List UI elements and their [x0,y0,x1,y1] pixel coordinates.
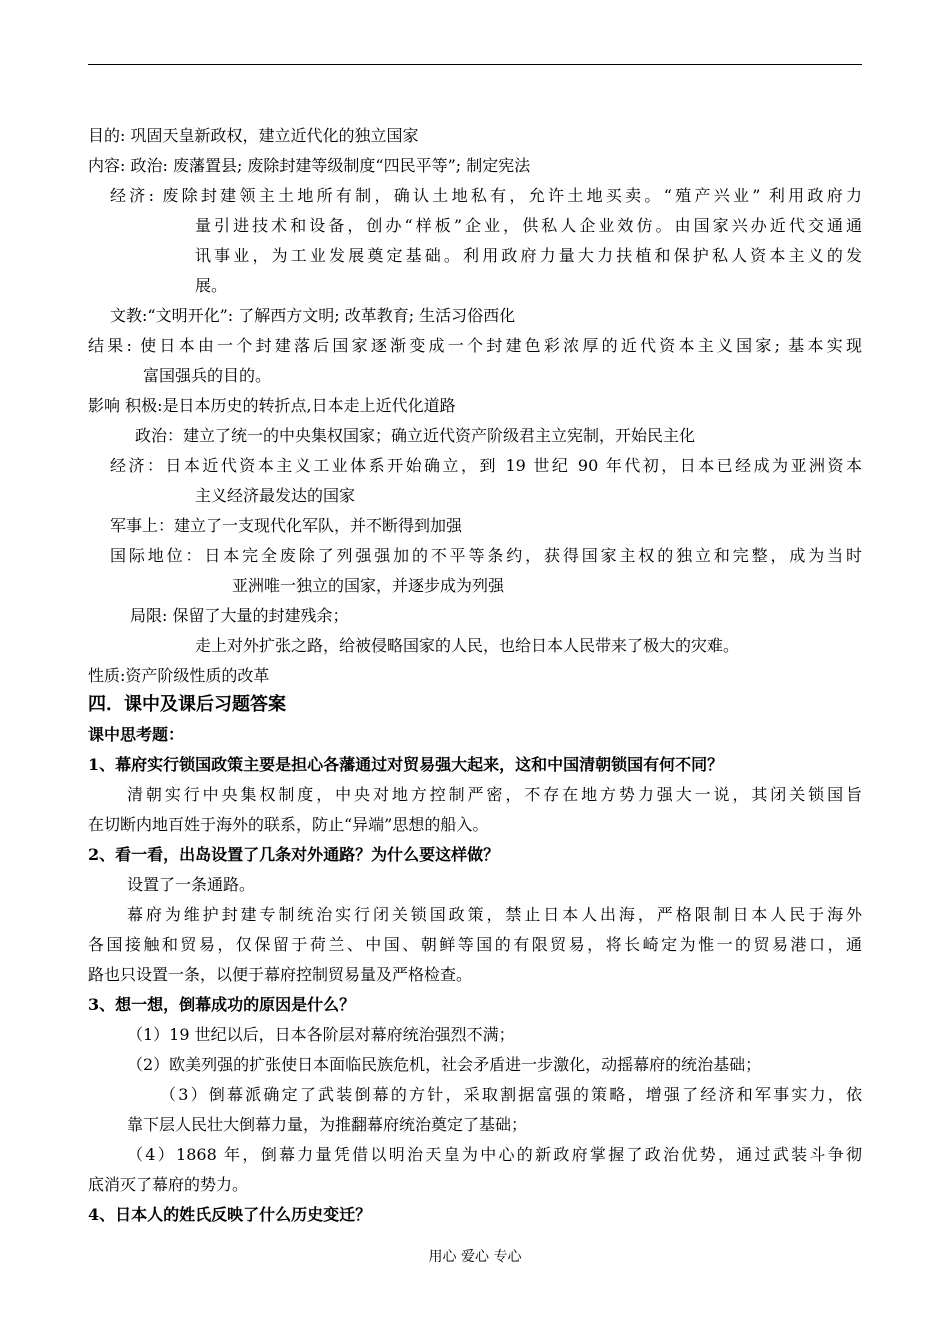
text-line: 主义经济最发达的国家 [195,486,356,505]
text-line: 富国强兵的目的。 [143,366,272,385]
text-line: 军事上：建立了一支现代化军队，并不断得到加强 [110,516,463,535]
question-heading: 2、看一看，出岛设置了几条对外通路？为什么要这样做？ [88,845,500,864]
text-line: 目的: 巩固天皇新政权，建立近代化的独立国家 [88,126,419,145]
text-line: 经济: 废除封建领主土地所有制，确认土地私有，允许土地买卖。“殖产兴业” 利用政府力 [110,186,862,205]
text-line: （1）19 世纪以后，日本各阶层对幕府统治强烈不满； [127,1025,515,1044]
text-line: 底消灭了幕府的势力。 [88,1175,249,1194]
text-line: 路也只设置一条，以便于幕府控制贸易量及严格检查。 [88,965,473,984]
text-line: 走上对外扩张之路，给被侵略国家的人民，也给日本人民带来了极大的灾难。 [195,636,740,655]
subsection-heading: 课中思考题： [88,725,185,744]
text-line: 清朝实行中央集权制度，中央对地方控制严密，不存在地方势力强大一说，其闭关锁国旨 [127,785,862,804]
text-line: 在切断内地百姓于海外的联系，防止“异端”思想的船入。 [88,815,489,834]
page-footer: 用心 爱心 专心 [428,1249,522,1265]
text-line: 文教:“文明开化”: 了解西方文明; 改革教育; 生活习俗西化 [110,306,516,325]
text-line: 政治：建立了统一的中央集权国家；确立近代资产阶级君主立宪制，开始民主化 [135,426,696,445]
question-heading: 1、幕府实行锁国政策主要是担心各藩通过对贸易强大起来，这和中国清朝锁国有何不同？ [88,755,724,774]
text-line: 国际地位：日本完全废除了列强强加的不平等条约，获得国家主权的独立和完整，成为当时 [110,546,862,565]
header-rule [88,64,862,65]
question-heading: 3、想一想，倒幕成功的原因是什么？ [88,995,356,1014]
text-line: 经济：日本近代资本主义工业体系开始确立，到 19 世纪 90 年代初，日本已经成为亚洲资本 [110,456,862,475]
text-line: 展。 [195,276,228,295]
text-line: 靠下层人民壮大倒幕力量，为推翻幕府统治奠定了基础； [127,1115,528,1134]
section-heading: 四．课中及课后习题答案 [88,694,286,715]
text-line: 影响 积极:是日本历史的转折点,日本走上近代化道路 [88,396,456,415]
text-line: 局限: 保留了大量的封建残余； [130,606,349,625]
text-line: 各国接触和贸易，仅保留于荷兰、中国、朝鲜等国的有限贸易，将长崎定为惟一的贸易港口，通 [88,935,862,954]
text-line: 幕府为维护封建专制统治实行闭关锁国政策，禁止日本人出海，严格限制日本人民于海外 [127,905,862,924]
text-line: 内容: 政治: 废藩置县; 废除封建等级制度“四民平等”; 制定宪法 [88,156,531,175]
text-line: 量引进技术和设备，创办“样板”企业，供私人企业效仿。由国家兴办近代交通通 [195,216,862,235]
text-line: 性质:资产阶级性质的改革 [88,666,270,685]
text-line: （2）欧美列强的扩张使日本面临民族危机，社会矛盾进一步激化，动摇幕府的统治基础； [127,1055,762,1074]
text-line: 设置了一条通路。 [127,875,256,894]
text-line: 讯事业，为工业发展奠定基础。利用政府力量大力扶植和保护私人资本主义的发 [195,246,862,265]
text-line: 亚洲唯一独立的国家，并逐步成为列强 [232,576,505,595]
question-heading: 4、日本人的姓氏反映了什么历史变迁？ [88,1205,372,1224]
text-line: （3）倒幕派确定了武装倒幕的方针，采取割据富强的策略，增强了经济和军事实力，依 [160,1085,862,1104]
text-line: （4）1868 年，倒幕力量凭借以明治天皇为中心的新政府掌握了政治优势，通过武装斗争彻 [127,1145,862,1164]
text-line: 结果: 使日本由一个封建落后国家逐渐变成一个封建色彩浓厚的近代资本主义国家; 基本实现 [88,336,862,355]
